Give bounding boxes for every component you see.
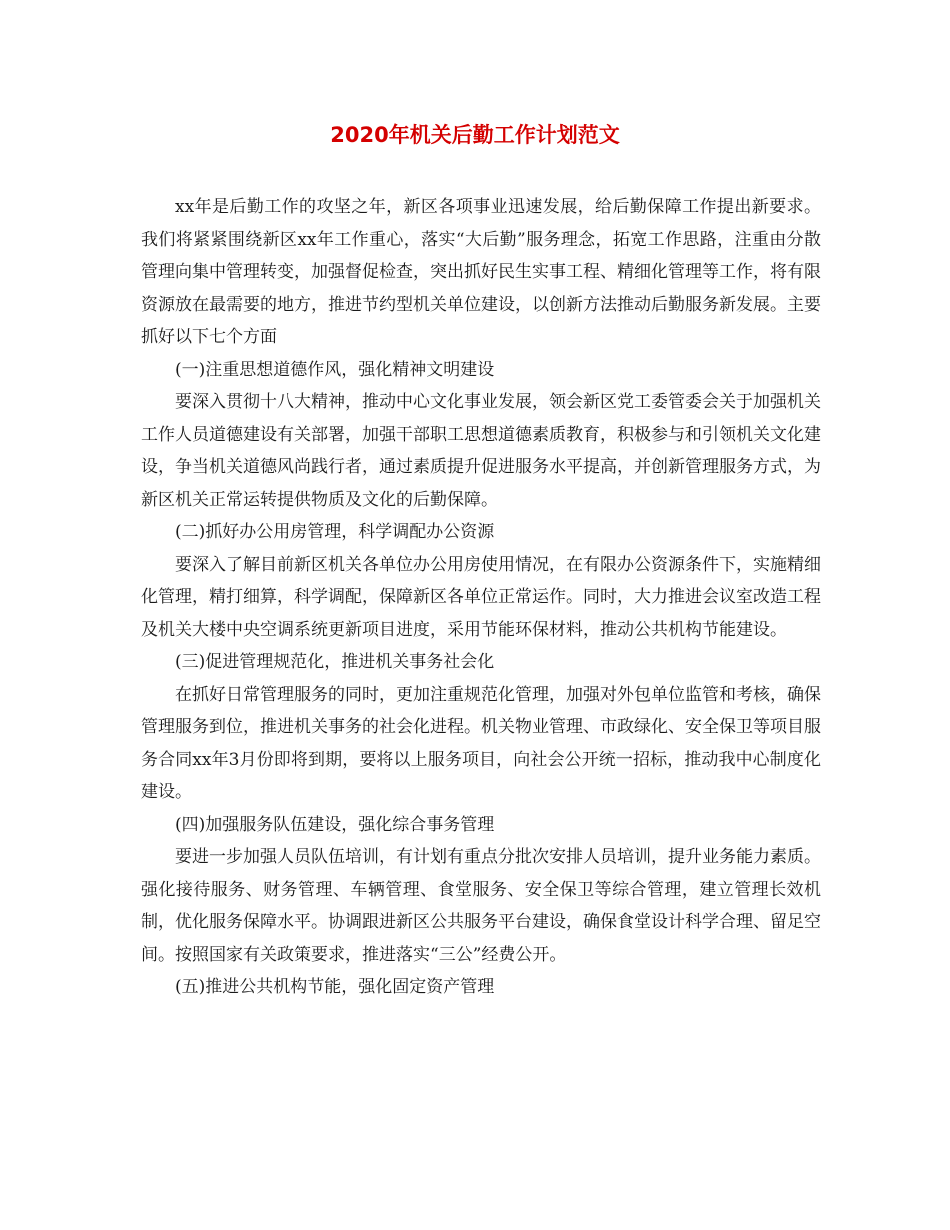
section-paragraph-3: 在抓好日常管理服务的同时，更加注重规范化管理，加强对外包单位监管和考核，确保管理服务到位，推进机关事务的社会化进程。机关物业管理、市政绿化、安全保卫等项目服务合同xx年3月份即将到期，要将以上服务项目，向社会公开统一招标，推动我中心制度化建设。 (141, 684, 821, 802)
section-paragraph-4: 要进一步加强人员队伍培训，有计划有重点分批次安排人员培训，提升业务能力素质。强化接待服务、财务管理、车辆管理、食堂服务、安全保卫等综合管理，建立管理长效机制，优化服务保障水平。协调跟进新区公共服务平台建设，确保食堂设计科学合理、留足空间。按照国家有关政策要求，推进落实“三公”经费公开。 (141, 847, 821, 965)
section-heading-1: (一)注重思想道德作风，强化精神文明建设 (175, 359, 495, 380)
section-paragraph-2: 要深入了解目前新区机关各单位办公用房使用情况，在有限办公资源条件下，实施精细化管理，精打细算，科学调配，保障新区各单位正常运作。同时，大力推进会议室改造工程及机关大楼中央空调系统更新项目进度，采用节能环保材料，推动公共机构节能建设。 (141, 554, 821, 640)
section-heading-2: (二)抓好办公用房管理，科学调配办公资源 (175, 522, 495, 542)
section-heading-3: (三)促进管理规范化，推进机关事务社会化 (175, 652, 495, 672)
section-heading-5: (五)推进公共机构节能，强化固定资产管理 (175, 977, 495, 997)
document-body (141, 191, 821, 1004)
document-title: 2020年机关后勤工作计划范文 (330, 123, 620, 147)
section-paragraph-1: 要深入贯彻十八大精神，推动中心文化事业发展，领会新区党工委管委会关于加强机关工作人员道德建设有关部署，加强干部职工思想道德素质教育，积极参与和引领机关文化建设，争当机关道德风尚践行者，通过素质提升促进服务水平提高，并创新管理服务方式，为新区机关正常运转提供物质及文化的后勤保障。 (141, 392, 821, 510)
intro-paragraph: xx年是后勤工作的攻坚之年，新区各项事业迅速发展，给后勤保障工作提出新要求。我们将紧紧围绕新区xx年工作重心，落实“大后勤”服务理念，拓宽工作思路，注重由分散管理向集中管理转变，加强督促检查，突出抓好民生实事工程、精细化管理等工作，将有限资源放在最需要的地方，推进节约型机关单位建设，以创新方法推动后勤服务新发展。主要抓好以下七个方面 (141, 197, 821, 347)
section-heading-4: (四)加强服务队伍建设，强化综合事务管理 (175, 814, 495, 835)
